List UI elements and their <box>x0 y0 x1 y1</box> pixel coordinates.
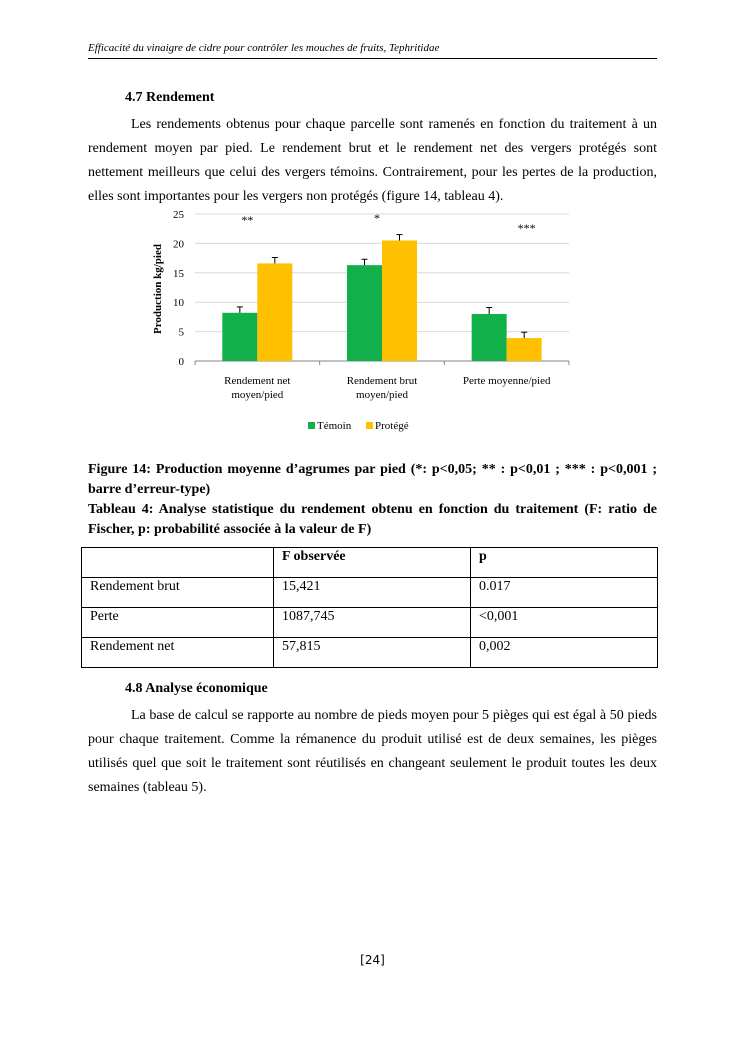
legend-swatch-témoin <box>308 422 315 429</box>
table-caption: Tableau 4: Analyse statistique du rendement obtenu en fonction du traitement (F: ratio de Fischer, p: probabilité associée à la valeur de F) <box>88 502 657 537</box>
page-number: [24] <box>360 953 385 967</box>
y-axis-label: Production kg/pied <box>152 244 164 334</box>
legend-swatch-protégé <box>366 422 373 429</box>
significance-marker: ** <box>241 213 254 227</box>
bar-protégé <box>382 240 417 361</box>
table-cell: 0,002 <box>471 638 658 668</box>
table-header-row <box>82 548 658 578</box>
bar-témoin <box>472 314 507 361</box>
table-row <box>82 638 658 668</box>
table-cell: Rendement brut <box>82 578 274 608</box>
header-cell <box>82 548 274 578</box>
section-heading-rendement: 4.7 Rendement <box>125 90 215 105</box>
legend-label: Témoin <box>317 420 352 432</box>
table-cell: <0,001 <box>471 608 658 638</box>
y-tick-label: 20 <box>173 238 184 251</box>
y-tick-label: 5 <box>178 326 184 339</box>
bar-chart-production <box>140 203 590 443</box>
y-tick-label: 15 <box>173 267 184 280</box>
statistics-table <box>81 547 658 668</box>
running-header: Efficacité du vinaigre de cidre pour contrôler les mouches de fruits, Tephritidae <box>88 42 657 59</box>
figure-caption: Figure 14: Production moyenne d’agrumes par pied (*: p<0,05; ** : p<0,01 ; *** : p<0,001 ; barre d’erreur-type) <box>88 462 657 497</box>
paragraph-analyse: La base de calcul se rapporte au nombre de pieds moyen pour 5 pièges qui est égal à 50 pieds pour chaque traitement. Comme la rémanence du produit utilisé est de deux semaines, les pièges utilisés quel que soit le traitement sont réutilisés en changeant seulement le produit toutes les deux semaines (tableau 5). <box>88 708 657 795</box>
header-cell: p <box>471 548 658 578</box>
paragraph-rendement: Les rendements obtenus pour chaque parcelle sont ramenés en fonction du traitement à un rendement moyen par pied. Le rendement brut et le rendement net des vergers protégés sont nettement meilleurs que celui des vergers témoins. Contrairement, pour les pertes de la production, elles sont importantes pour les vergers non protégés (figure 14, tableau 4). <box>88 117 657 204</box>
bar-témoin <box>222 313 257 361</box>
section-heading-analyse: 4.8 Analyse économique <box>125 681 268 696</box>
bar-témoin <box>347 265 382 361</box>
y-tick-label: 0 <box>178 356 184 368</box>
table-cell: Perte <box>82 608 274 638</box>
legend-label: Protégé <box>375 420 409 432</box>
table-cell: 15,421 <box>274 578 471 608</box>
table-row <box>82 608 658 638</box>
bar-protégé <box>257 263 292 361</box>
table-row <box>82 578 658 608</box>
bar-protégé <box>507 338 542 361</box>
x-tick-label: Rendement brut moyen/pied <box>346 375 418 401</box>
header-cell: F observée <box>274 548 471 578</box>
x-tick-label: Rendement net moyen/pied <box>224 375 291 401</box>
table-cell: 0.017 <box>471 578 658 608</box>
x-tick-label: Perte moyenne/pied <box>462 375 551 387</box>
table-cell: 1087,745 <box>274 608 471 638</box>
significance-marker: * <box>374 211 380 225</box>
y-tick-label: 10 <box>173 297 184 310</box>
y-tick-label: 25 <box>173 209 184 221</box>
table-cell: 57,815 <box>274 638 471 668</box>
table-cell: Rendement net <box>82 638 274 668</box>
significance-marker: *** <box>517 221 536 235</box>
